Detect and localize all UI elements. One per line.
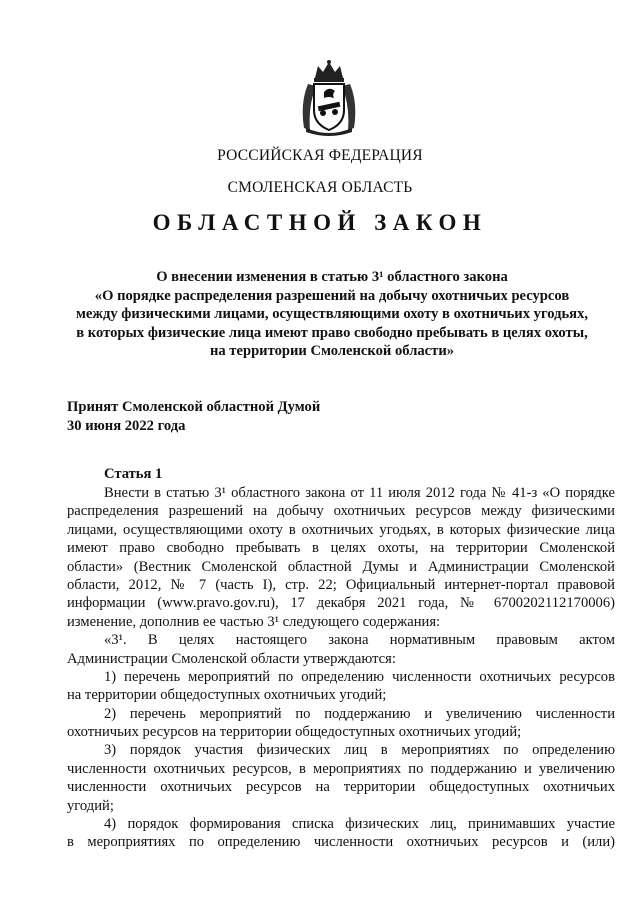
law-title-line: «О порядке распределения разрешений на добычу охотничьих ресурсов — [94, 287, 570, 304]
article-text-line: «3¹. В целях настоящего закона нормативным правовым актом — [104, 632, 615, 649]
law-title — [50, 268, 614, 361]
article-text-line: 2) перечень мероприятий по поддержанию и увеличению численности — [104, 705, 615, 722]
law-title-line: на территории Смоленской области» — [209, 343, 455, 360]
federation-heading: РОССИЙСКАЯ ФЕДЕРАЦИЯ — [217, 147, 423, 164]
article-text-line: численности охотничьих ресурсов на территории общедоступных охотничьих — [67, 779, 615, 796]
article-text-line: 4) порядок формирования списка физических лиц, принимавших участие — [104, 816, 615, 833]
article-text-line: Внести в статью 3¹ областного закона от 11 июля 2012 года № 41-з «О порядке — [104, 485, 615, 501]
adoption-body: Принят Смоленской областной Думой — [67, 399, 321, 415]
article-text-line: области, 2012, № 7 (часть I), стр. 22; Официальный интернет-портал правовой — [67, 576, 615, 593]
article-text-line: угодий; — [67, 797, 114, 814]
article-text-line: в мероприятиях по определению численности охотничьих ресурсов и (или) — [67, 834, 615, 851]
article-text-line: на территории общедоступных охотничьих угодий; — [67, 687, 387, 704]
article-text-line: изменение, дополнив ее частью 3¹ следующего содержания: — [67, 613, 441, 630]
article-text-line: распределения разрешений на добычу охотничьих ресурсов между физическими — [67, 503, 615, 520]
article-text-line: Администрации Смоленской области утверждаются: — [67, 650, 396, 667]
adoption-date: 30 июня 2022 года — [67, 417, 186, 434]
article-text-line: области» (Вестник Смоленской областной Думы и Администрации Смоленской — [67, 558, 615, 575]
article-text-line: имеют право свободно пребывать в целях охоты, на территории Смоленской — [67, 540, 615, 557]
article-text-line: 3) порядок участия физических лиц в мероприятиях по определению — [104, 742, 615, 759]
document-type-heading: ОБЛАСТНОЙ ЗАКОН — [152, 210, 488, 235]
article-text-line: лицами, осуществляющими охоту в охотничьих угодьях, в которых физические лица — [67, 521, 615, 538]
region-heading: СМОЛЕНСКАЯ ОБЛАСТЬ — [227, 179, 413, 196]
law-title-line: в которых физические лица имеют право свободно пребывать в целях охоты, — [76, 324, 588, 341]
article-text-line: 1) перечень мероприятий по определению численности охотничьих ресурсов — [104, 668, 615, 685]
article-heading: Статья 1 — [104, 466, 163, 482]
adoption-info — [67, 398, 320, 435]
article-text-line: численности охотничьих ресурсов, в мероприятиях по поддержанию и увеличению — [67, 760, 615, 777]
smolensk-coat-of-arms-icon — [290, 58, 368, 136]
law-title-line: между физическими лицами, осуществляющими охоту в охотничьих угодьях, — [75, 306, 589, 323]
article-text-line: информации (www.pravo.gov.ru), 17 декабря 2021 года, № 6700202112170006) — [67, 595, 615, 612]
article-body — [67, 484, 615, 852]
article-text-line: охотничьих ресурсов на территории общедоступных охотничьих угодий; — [67, 724, 522, 741]
law-title-line: О внесении изменения в статью 3¹ областного закона — [156, 269, 508, 285]
